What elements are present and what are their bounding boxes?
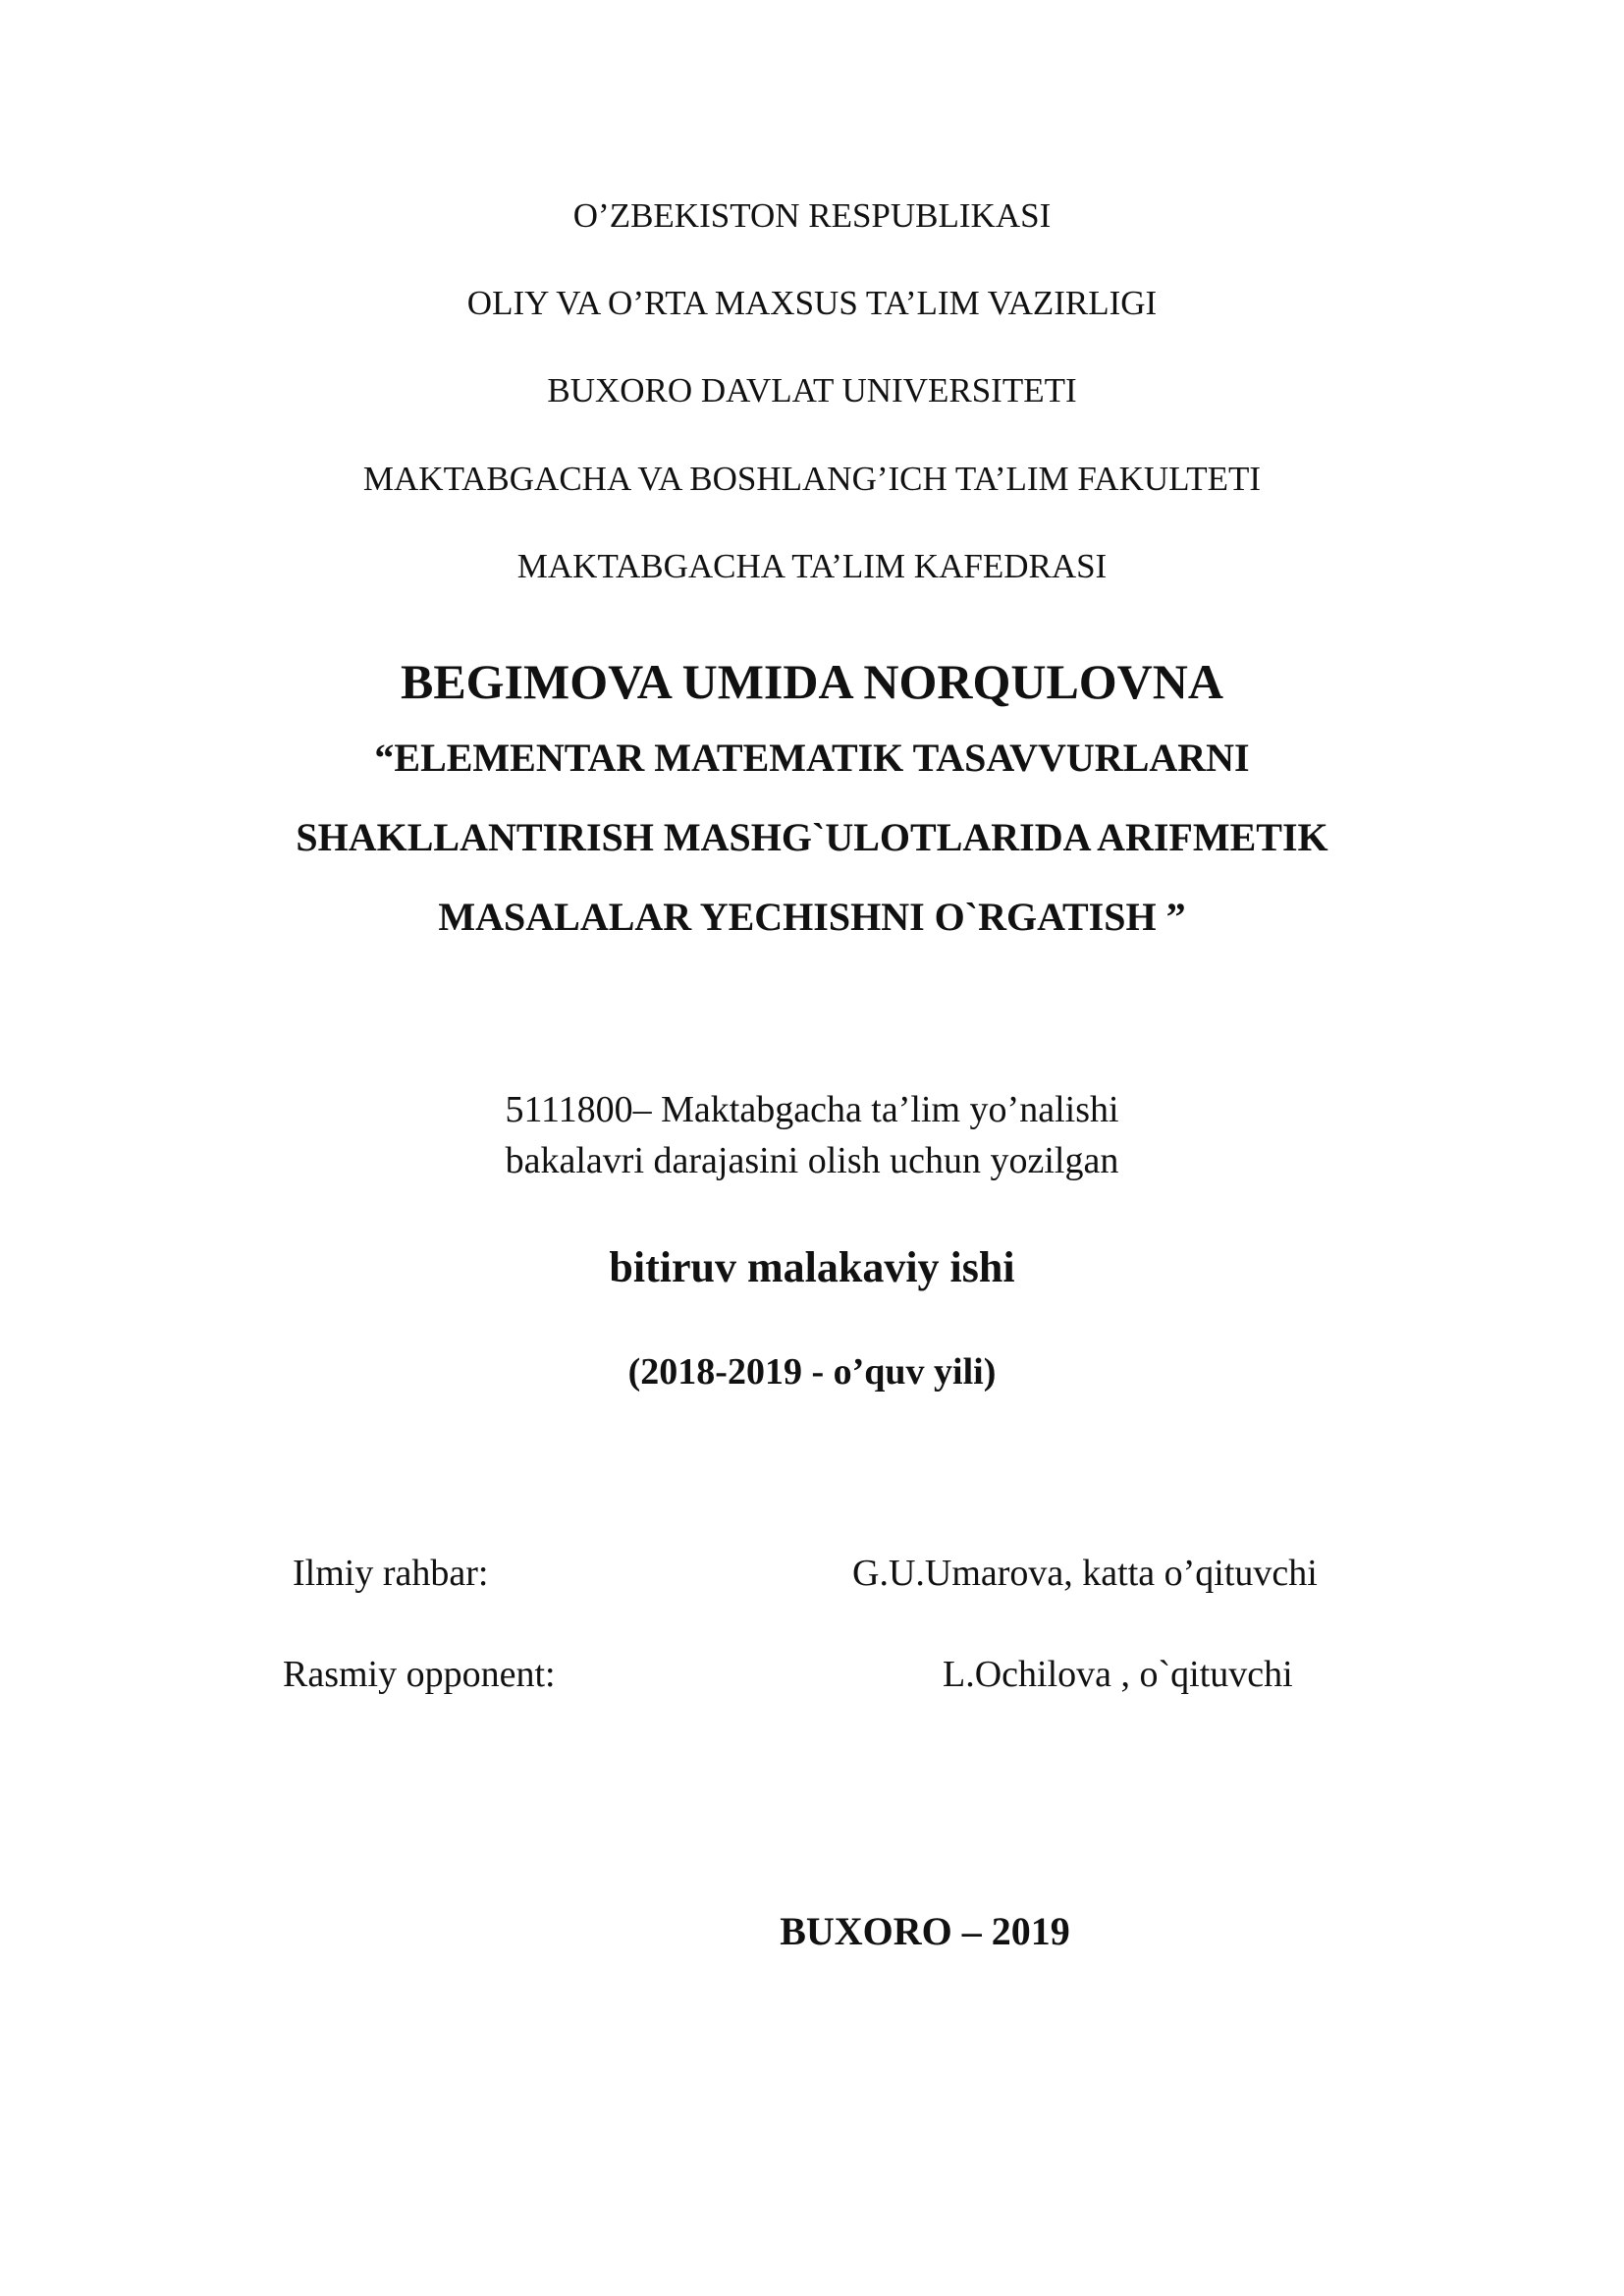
- country-heading: O’ZBEKISTON RESPUBLIKASI: [572, 196, 1052, 235]
- university-heading: BUXORO DAVLAT UNIVERSITETI: [547, 371, 1077, 410]
- specialty-line-2: bakalavri darajasini olish uchun yozilgan: [505, 1140, 1119, 1181]
- city-year: BUXORO – 2019: [780, 1909, 1070, 1953]
- supervisor-name: G.U.Umarova, katta o’qituvchi: [852, 1553, 1318, 1594]
- supervisor-role: Ilmiy rahbar:: [293, 1553, 489, 1594]
- department-heading: MAKTABGACHA TA’LIM KAFEDRASI: [516, 547, 1108, 585]
- opponent-name: L.Ochilova , o`qituvchi: [943, 1654, 1293, 1695]
- thesis-title-line-3: MASALALAR YECHISHNI O`RGATISH ”: [438, 895, 1186, 939]
- thesis-title-line-1: “ELEMENTAR MATEMATIK TASAVVURLARNI: [374, 736, 1250, 780]
- opponent-role: Rasmiy opponent:: [283, 1654, 556, 1695]
- specialty-line-1: 5111800– Maktabgacha ta’lim yo’nalishi: [505, 1089, 1119, 1130]
- author-name: BEGIMOVA UMIDA NORQULOVNA: [400, 654, 1224, 709]
- thesis-title-line-2: SHAKLLANTIRISH MASHG`ULOTLARIDA ARIFMETIK: [296, 815, 1328, 859]
- ministry-heading: OLIY VA O’RTA MAXSUS TA’LIM VAZIRLIGI: [466, 284, 1158, 322]
- work-type: bitiruv malakaviy ishi: [609, 1243, 1015, 1291]
- faculty-heading: MAKTABGACHA VA BOSHLANG’ICH TA’LIM FAKULTETI: [362, 460, 1262, 498]
- academic-year: (2018-2019 - o’quv yili): [627, 1351, 997, 1393]
